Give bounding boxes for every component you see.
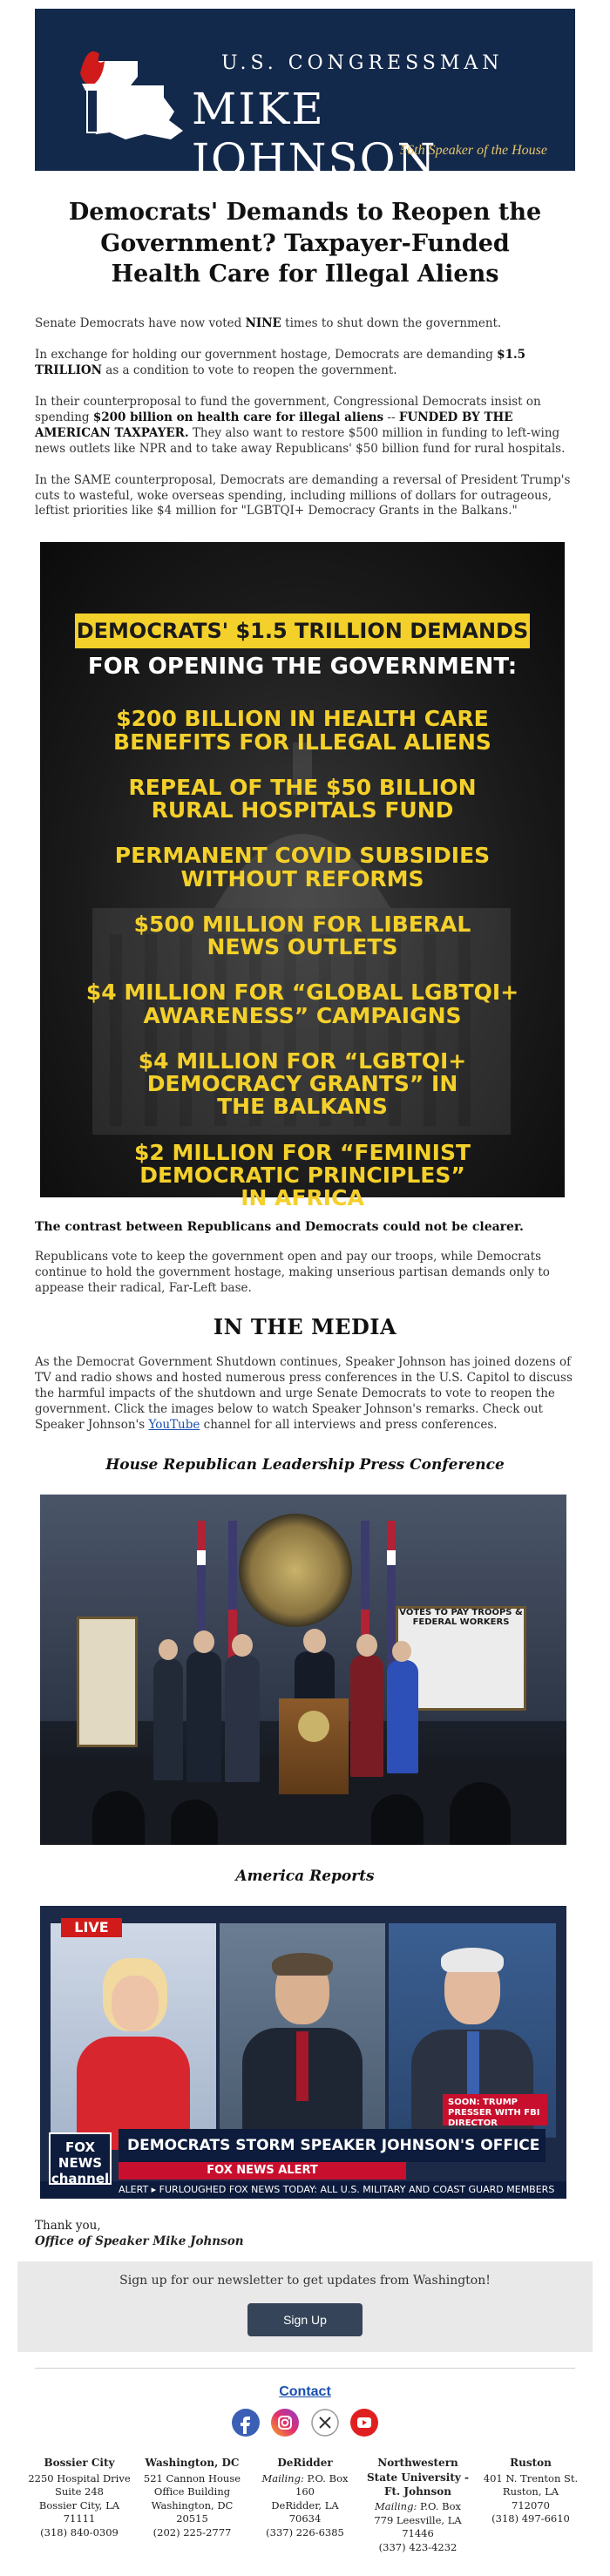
office-address-line: Suite 248 bbox=[55, 2485, 104, 2498]
intro-body bbox=[35, 316, 575, 520]
p3-bold-1: $200 billion on health care for illegal aliens bbox=[92, 410, 384, 424]
congressman-label: U.S. CONGRESSMAN bbox=[221, 52, 504, 74]
office-name: DeRidder bbox=[277, 2457, 333, 2470]
office-washington-dc bbox=[139, 2456, 246, 2554]
office-deridder bbox=[252, 2456, 358, 2554]
p1-text: Senate Democrats have now voted bbox=[35, 315, 246, 330]
office-address-line: 779 Leesville, LA bbox=[374, 2513, 462, 2526]
office-name: Washington, DC bbox=[145, 2457, 240, 2470]
media-heading: IN THE MEDIA bbox=[213, 1314, 397, 1340]
instagram-icon[interactable] bbox=[271, 2409, 299, 2437]
office-address-line: 401 N. Trenton St. bbox=[483, 2471, 579, 2484]
newsletter-text: Sign up for our newsletter to get updates from Washington! bbox=[119, 2274, 491, 2288]
contact-link[interactable]: Contact bbox=[279, 2384, 331, 2400]
office-name: Ruston bbox=[510, 2457, 552, 2470]
sign-up-button[interactable]: Sign Up bbox=[247, 2303, 363, 2336]
live-badge: LIVE bbox=[61, 1918, 122, 1937]
audience-silhouette bbox=[371, 1794, 424, 1845]
contrast-body: Republicans vote to keep the government open and pay our troops, while Democrats continue to hold the government hostage, making unserious partisan demands only to appease their radical, Far-Left base. bbox=[35, 1250, 550, 1296]
left-poster-board bbox=[77, 1617, 138, 1747]
office-phone: (202) 225-2777 bbox=[152, 2525, 232, 2539]
america-reports-video-thumbnail[interactable] bbox=[40, 1906, 566, 2199]
person-head bbox=[232, 1634, 253, 1657]
office-phone: (337) 226-6385 bbox=[266, 2525, 344, 2539]
speaker-johnson-panel bbox=[220, 1923, 385, 2138]
soon-banner: SOON: TRUMP PRESSER WITH FBI DIRECTOR bbox=[443, 2094, 547, 2125]
youtube-link[interactable]: YouTube bbox=[148, 1418, 200, 1433]
video-2-title: America Reports bbox=[235, 1868, 375, 1886]
person-head bbox=[356, 1634, 377, 1657]
p2-text: In exchange for holding our government hostage, Democrats are demanding bbox=[35, 347, 498, 362]
person bbox=[387, 1660, 418, 1773]
host-tie bbox=[467, 2031, 479, 2096]
office-bossier-city bbox=[26, 2456, 132, 2554]
social-links bbox=[0, 2409, 610, 2440]
mailing-label: Mailing: bbox=[375, 2500, 417, 2513]
office-address-line: 20515 bbox=[176, 2512, 208, 2525]
lower-third-headline: DEMOCRATS STORM SPEAKER JOHNSON'S OFFICE bbox=[119, 2129, 546, 2162]
office-phone: (337) 423-4232 bbox=[378, 2540, 458, 2553]
audience-silhouette bbox=[92, 1791, 145, 1845]
office-ruston bbox=[478, 2456, 584, 2554]
office-address-line: 160 bbox=[295, 2485, 315, 2498]
facebook-icon[interactable] bbox=[232, 2409, 260, 2437]
person bbox=[350, 1655, 383, 1777]
x-icon[interactable] bbox=[311, 2409, 339, 2437]
media-paragraph bbox=[35, 1355, 575, 1434]
signoff bbox=[35, 2218, 575, 2249]
paragraph-2 bbox=[35, 348, 575, 379]
news-alert-bar: FOX NEWS ALERT bbox=[119, 2162, 406, 2179]
p3-bold-2: FUNDED BY THE AMERICAN TAXPAYER. bbox=[35, 410, 513, 440]
office-address-text: P.O. Box bbox=[419, 2500, 461, 2513]
office-phone: (318) 497-6610 bbox=[491, 2512, 570, 2525]
demand-item: $2 MILLION FOR “FEMINIST DEMOCRATIC PRINCIPLES” IN AFRICA bbox=[133, 1139, 471, 1211]
thanks-text: Thank you, bbox=[35, 2219, 101, 2234]
demand-item: PERMANENT COVID SUBSIDIES WITHOUT REFORMS bbox=[114, 843, 491, 891]
office-name: Office of Speaker Mike Johnson bbox=[35, 2234, 244, 2249]
speaker-tie bbox=[296, 2031, 308, 2101]
paragraph-1 bbox=[35, 316, 575, 332]
speaker-hair bbox=[272, 1953, 333, 1976]
p3-text-end: They also want to restore $500 million in funding to left-wing news outlets like NPR and to take away Republicans' $50 billion fund for rural hospitals. bbox=[35, 425, 566, 456]
p2-bold: $1.5 TRILLION bbox=[35, 347, 526, 377]
anchor-face bbox=[112, 1976, 159, 2031]
office-name: Northwestern State University - Ft. Johnson bbox=[366, 2457, 469, 2498]
p3-dash: -- bbox=[383, 410, 399, 424]
office-locations bbox=[26, 2456, 584, 2554]
demands-list bbox=[58, 708, 547, 1232]
demand-item: REPEAL OF THE $50 BILLION RURAL HOSPITALS FUND bbox=[128, 774, 477, 824]
poster-board-heading: VOTES TO PAY TROOPS & FEDERAL WORKERS bbox=[399, 1608, 523, 1628]
speaker-at-podium bbox=[295, 1651, 335, 1700]
p2-text-end: as a condition to vote to reopen the government. bbox=[101, 363, 397, 377]
media-text: As the Democrat Government Shutdown continues, Speaker Johnson has joined dozens of TV and radio shows and hosted numerous press conferences in the U.S. Capitol to discuss the harmful impacts of the shutdown and urge Senate Democrats to vote to reopen the government. Click the images below to watch Speaker Johnson's remarks. Check out Speaker Johnson's bbox=[35, 1355, 573, 1433]
youtube-icon[interactable] bbox=[350, 2409, 378, 2437]
person-head bbox=[159, 1639, 178, 1660]
person bbox=[186, 1651, 221, 1782]
office-northwestern-state bbox=[365, 2456, 471, 2554]
header-banner bbox=[35, 9, 575, 185]
podium-seal bbox=[298, 1711, 329, 1742]
office-signature bbox=[35, 2234, 575, 2249]
person-head bbox=[193, 1630, 214, 1653]
person bbox=[153, 1658, 183, 1780]
office-name: Bossier City bbox=[44, 2457, 115, 2470]
office-address-line bbox=[252, 2472, 358, 2486]
office-address-line: 521 Cannon House bbox=[143, 2471, 241, 2484]
demand-item: $500 MILLION FOR LIBERAL NEWS OUTLETS bbox=[133, 911, 471, 960]
host-hair bbox=[441, 1948, 504, 1972]
anchor-panel bbox=[51, 1923, 216, 2138]
demand-item: $4 MILLION FOR “GLOBAL LGBTQI+ AWARENESS” CAMPAIGNS bbox=[85, 980, 519, 1028]
office-address-line: 712070 bbox=[512, 2498, 550, 2512]
demand-item: $4 MILLION FOR “LGBTQI+ DEMOCRACY GRANTS” IN THE BALKANS bbox=[138, 1047, 467, 1120]
office-address-line: Washington, DC bbox=[151, 2498, 234, 2512]
audience-silhouette bbox=[171, 1800, 218, 1845]
office-address-line: DeRidder, LA bbox=[271, 2498, 339, 2512]
person-head bbox=[392, 1641, 411, 1662]
fox-news-logo: FOX NEWS channel bbox=[49, 2132, 112, 2185]
office-address-line: Bossier City, LA bbox=[38, 2498, 120, 2512]
email-page bbox=[0, 9, 610, 2572]
congressman-name: MIKE JOHNSON bbox=[192, 84, 437, 185]
press-conference-video-thumbnail[interactable] bbox=[40, 1495, 566, 1845]
speaker-subtitle: 56th Speaker of the House bbox=[400, 143, 547, 158]
contrast-heading: The contrast between Republicans and Democrats could not be clearer. bbox=[35, 1220, 524, 1235]
office-phone: (318) 840-0309 bbox=[40, 2525, 119, 2539]
mailing-label: Mailing: bbox=[261, 2471, 304, 2484]
demands-graphic bbox=[40, 542, 565, 1211]
paragraph-4: In the SAME counterproposal, Democrats are demanding a reversal of President Trump's cuts to wasteful, woke overseas spending, including millions of dollars for outrageous, leftist priorities like $4 million for "LGBTQI+ Democracy Grants in the Balkans." bbox=[35, 472, 571, 519]
divider bbox=[35, 2368, 575, 2369]
person-head bbox=[303, 1629, 326, 1653]
demand-item: $200 BILLION IN HEALTH CARE BENEFITS FOR ILLEGAL ALIENS bbox=[113, 706, 491, 755]
louisiana-torch-logo bbox=[61, 35, 200, 148]
graphic-subtitle: FOR OPENING THE GOVERNMENT: bbox=[87, 654, 518, 681]
office-address-line: Ruston, LA bbox=[502, 2485, 559, 2498]
media-text-end: channel for all interviews and press conferences. bbox=[200, 1418, 498, 1433]
page-title: Democrats' Demands to Reopen the Government? Taxpayer-Funded Health Care for Illegal Aliens bbox=[68, 199, 542, 288]
office-address-line bbox=[365, 2500, 471, 2514]
office-address-line: 71111 bbox=[63, 2512, 96, 2525]
p3-text: In their counterproposal to fund the government, Congressional Democrats insist on spending bbox=[35, 394, 541, 424]
p1-text-end: times to shut down the government. bbox=[281, 315, 502, 330]
office-address-line: 2250 Hospital Drive bbox=[28, 2471, 131, 2484]
news-ticker: ALERT ▸ FURLOUGHED FOX NEWS TODAY: ALL U.S. MILITARY AND COAST GUARD MEMBERS bbox=[40, 2181, 566, 2199]
office-address-line: 70634 bbox=[288, 2512, 322, 2525]
audience-silhouette bbox=[450, 1782, 511, 1845]
person bbox=[225, 1655, 260, 1782]
video-1-title: House Republican Leadership Press Conference bbox=[105, 1456, 505, 1474]
office-address-line: Office Building bbox=[153, 2485, 231, 2498]
paragraph-3 bbox=[35, 395, 575, 458]
newsletter-section bbox=[17, 2261, 593, 2352]
office-address-line: 71446 bbox=[402, 2527, 434, 2540]
office-address-text: P.O. Box bbox=[307, 2471, 349, 2484]
p1-bold: NINE bbox=[245, 315, 281, 330]
house-seal bbox=[239, 1514, 352, 1627]
graphic-title: DEMOCRATS' $1.5 TRILLION DEMANDS bbox=[75, 613, 530, 648]
